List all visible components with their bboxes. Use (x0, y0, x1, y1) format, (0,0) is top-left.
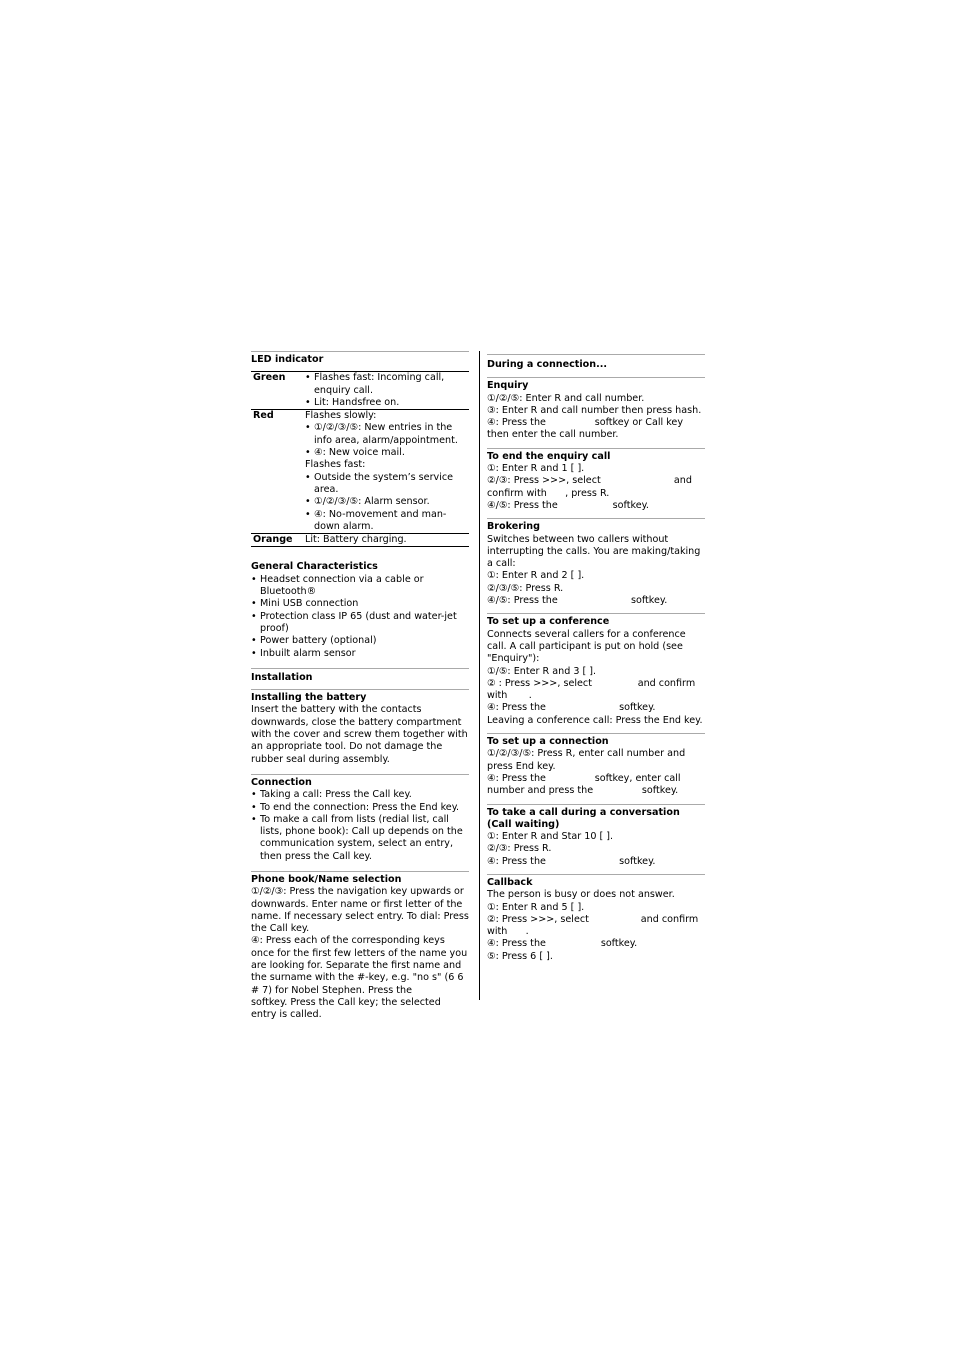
led-green-label: Green (253, 372, 286, 384)
led-orange-label: Orange (253, 534, 293, 546)
brokering-line: ②/③/⑤: Press R. (487, 582, 564, 594)
callback-line: ⑤: Press 6 [ ]. (487, 950, 553, 962)
list-item: • Inbuilt alarm sensor (251, 648, 469, 660)
led-row-green (251, 372, 469, 410)
brokering-line: ④/⑤: Press the softkey. (487, 595, 668, 607)
list-item: • Lit: Handsfree on. (305, 397, 469, 409)
connection-heading: Connection (251, 776, 312, 788)
callback-heading: Callback (487, 876, 533, 888)
list-item: • Taking a call: Press the Call key. (251, 789, 469, 801)
brokering-heading: Brokering (487, 521, 540, 533)
callback-line: ④: Press the softkey. (487, 938, 638, 950)
left-column (251, 351, 469, 1028)
column-divider (479, 351, 480, 1000)
led-row-orange (251, 534, 469, 547)
led-orange-text: Lit: Battery charging. (305, 534, 407, 546)
callback-line: ②: Press >>>, select and confirm with . (487, 913, 702, 938)
call-waiting-section (487, 804, 705, 868)
battery-section (251, 689, 469, 766)
conference-line: ② : Press >>>, select and confirm with . (487, 677, 699, 702)
list-item: • ①/②/③/⑤: Alarm sensor. (305, 496, 469, 508)
callback-line: The person is busy or does not answer. (487, 889, 675, 901)
led-red-fast: Flashes fast: (305, 459, 366, 471)
led-row-red (251, 410, 469, 534)
general-list (251, 574, 469, 660)
led-heading: LED indicator (251, 354, 324, 365)
enquiry-line: ①/②/⑤: Enter R and call number. (487, 392, 645, 404)
led-red-fast-list (305, 472, 469, 533)
phonebook-text-2: ④: Press each of the corresponding keys once for the first few letters of the name you are looking for. Separate the first name and the surname with the #-key, e.g. "no s" (6 6 # 7) for Nobel Stephen. Press the softkey. Press the Call key; the selected entry is called. (251, 935, 471, 1021)
conference-line: ①/⑤: Enter R and 3 [ ]. (487, 665, 597, 677)
installation-section (251, 668, 469, 684)
call-waiting-heading: To take a call during a conversation (Call waiting) (487, 806, 680, 830)
list-item: • ④: No-movement and man-down alarm. (305, 509, 469, 534)
enquiry-line: ③: Enter R and call number then press hash. (487, 404, 702, 416)
conference-line: Connects several callers for a conference call. A call participant is put on hold (see "Enquiry"): (487, 628, 686, 665)
call-waiting-line: ②/③: Press R. (487, 843, 552, 855)
callback-section (487, 874, 705, 963)
connection-list (251, 789, 469, 863)
led-red-slow: Flashes slowly: (305, 410, 377, 422)
list-item: • To end the connection: Press the End key. (251, 802, 469, 814)
callback-line: ①: Enter R and 5 [ ]. (487, 901, 585, 913)
setup-connection-line: ①/②/③/⑤: Press R, enter call number and press End key. (487, 748, 686, 772)
list-item: • Mini USB connection (251, 598, 469, 610)
right-column (487, 354, 705, 969)
phonebook-text-1: ①/②/③: Press the navigation key upwards or downwards. Enter name or first letter of the name. If necessary select entry. To dial: Press the Call key. (251, 886, 469, 935)
during-section (487, 354, 705, 371)
call-waiting-line: ④: Press the softkey. (487, 855, 656, 867)
end-enquiry-line: ②/③: Press >>>, select and confirm with , press R. (487, 475, 696, 499)
setup-connection-line: ④: Press the softkey, enter call number and press the softkey. (487, 772, 684, 797)
battery-text: Insert the battery with the contacts downwards, close the battery compartment with the cover and screw them together with an appropriate tool. Do not damage the rubber seal during assembly. (251, 704, 468, 765)
list-item: • Power battery (optional) (251, 635, 469, 647)
enquiry-section (487, 377, 705, 441)
conference-heading: To set up a conference (487, 616, 610, 628)
led-red-slow-list (305, 422, 469, 459)
list-item: • ①/②/③/⑤: New entries in the info area, alarm/appointment. (305, 422, 469, 447)
led-table (251, 371, 469, 547)
end-enquiry-heading: To end the enquiry call (487, 450, 611, 462)
setup-connection-heading: To set up a connection (487, 736, 609, 748)
end-enquiry-line: ④/⑤: Press the softkey. (487, 499, 649, 511)
enquiry-heading: Enquiry (487, 380, 529, 392)
list-item: • Flashes fast: Incoming call, enquiry call. (305, 372, 469, 397)
list-item: • Headset connection via a cable or Bluetooth® (251, 574, 469, 599)
installation-heading: Installation (251, 671, 313, 683)
list-item: • ④: New voice mail. (305, 447, 469, 459)
led-section (251, 351, 469, 547)
list-item: • Protection class IP 65 (dust and water-jet proof) (251, 611, 469, 636)
conference-line: Leaving a conference call: Press the End key. (487, 714, 703, 726)
list-item: • To make a call from lists (redial list, call lists, phone book): Call up depends on the communication system, select an entry, then press the Call key. (251, 814, 469, 863)
general-section (251, 561, 469, 659)
conference-section (487, 613, 705, 727)
brokering-line: Switches between two callers without interrupting the calls. You are making/taking a call: (487, 533, 701, 570)
setup-connection-section (487, 733, 705, 797)
phonebook-section (251, 871, 469, 1022)
during-heading: During a connection... (487, 359, 608, 370)
battery-heading: Installing the battery (251, 692, 367, 704)
enquiry-line: ④: Press the softkey or Call key then enter the call number. (487, 417, 687, 441)
list-item: • Outside the system’s service area. (305, 472, 469, 497)
led-red-label: Red (253, 410, 274, 422)
brokering-line: ①: Enter R and 2 [ ]. (487, 570, 585, 582)
led-green-list (305, 372, 469, 409)
end-enquiry-section (487, 448, 705, 512)
conference-line: ④: Press the softkey. (487, 702, 656, 714)
end-enquiry-line: ①: Enter R and 1 [ ]. (487, 463, 585, 475)
connection-section (251, 774, 469, 863)
general-heading: General Characteristics (251, 561, 378, 573)
call-waiting-line: ①: Enter R and Star 10 [ ]. (487, 831, 614, 843)
phonebook-heading: Phone book/Name selection (251, 873, 402, 885)
brokering-section (487, 518, 705, 607)
